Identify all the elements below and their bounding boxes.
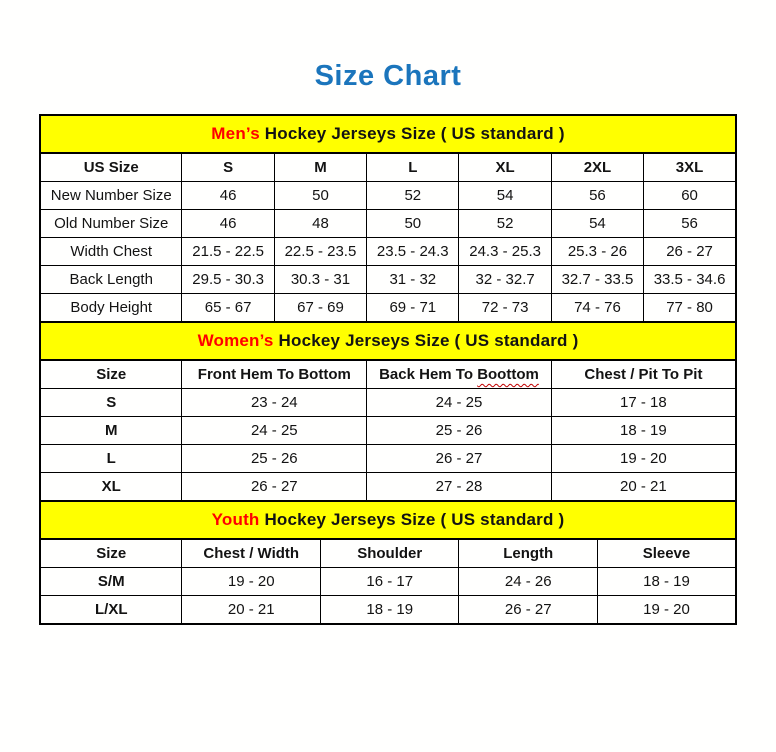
value-cell: 23 - 24 <box>182 389 367 417</box>
value-cell: 20 - 21 <box>182 596 321 625</box>
column-header: Chest / Pit To Pit <box>551 360 736 389</box>
value-cell: 18 - 19 <box>597 568 736 596</box>
row-label: Old Number Size <box>40 210 182 238</box>
value-cell: 25 - 26 <box>182 445 367 473</box>
table-row <box>40 596 736 625</box>
womens-size-section <box>39 321 737 502</box>
column-header: Size <box>40 539 182 568</box>
column-header: 3XL <box>644 153 736 182</box>
youth-column-header-row <box>40 539 736 568</box>
value-cell: 18 - 19 <box>320 596 459 625</box>
table-row <box>40 266 736 294</box>
value-cell: 27 - 28 <box>367 473 552 502</box>
column-header: Back Hem To Boottom <box>367 360 552 389</box>
value-cell: 26 - 27 <box>459 596 598 625</box>
womens-column-header-row <box>40 360 736 389</box>
value-cell: 65 - 67 <box>182 294 274 323</box>
row-label: XL <box>40 473 182 502</box>
value-cell: 24.3 - 25.3 <box>459 238 551 266</box>
column-header: 2XL <box>551 153 643 182</box>
table-row <box>40 417 736 445</box>
youth-size-table <box>39 500 737 625</box>
value-cell: 67 - 69 <box>274 294 366 323</box>
value-cell: 24 - 25 <box>182 417 367 445</box>
row-label: S/M <box>40 568 182 596</box>
value-cell: 32 - 32.7 <box>459 266 551 294</box>
value-cell: 25 - 26 <box>367 417 552 445</box>
value-cell: 46 <box>182 182 274 210</box>
value-cell: 46 <box>182 210 274 238</box>
value-cell: 19 - 20 <box>182 568 321 596</box>
table-row <box>40 238 736 266</box>
mens-column-header-row <box>40 153 736 182</box>
value-cell: 54 <box>459 182 551 210</box>
value-cell: 32.7 - 33.5 <box>551 266 643 294</box>
table-row <box>40 294 736 323</box>
column-header: L <box>367 153 459 182</box>
value-cell: 50 <box>367 210 459 238</box>
value-cell: 17 - 18 <box>551 389 736 417</box>
row-label: New Number Size <box>40 182 182 210</box>
column-header: Front Hem To Bottom <box>182 360 367 389</box>
column-header: Size <box>40 360 182 389</box>
value-cell: 26 - 27 <box>644 238 736 266</box>
value-cell: 69 - 71 <box>367 294 459 323</box>
column-header: Shoulder <box>320 539 459 568</box>
youth-banner-row <box>40 501 736 539</box>
table-row <box>40 389 736 417</box>
womens-table-body <box>40 389 736 502</box>
column-header: Length <box>459 539 598 568</box>
womens-banner <box>40 322 736 360</box>
value-cell: 24 - 25 <box>367 389 552 417</box>
misspelled-word: Boottom <box>477 366 539 383</box>
womens-banner-row <box>40 322 736 360</box>
value-cell: 24 - 26 <box>459 568 598 596</box>
banner-highlight: Men’s <box>211 124 260 143</box>
value-cell: 60 <box>644 182 736 210</box>
value-cell: 52 <box>367 182 459 210</box>
value-cell: 29.5 - 30.3 <box>182 266 274 294</box>
value-cell: 77 - 80 <box>644 294 736 323</box>
table-row <box>40 445 736 473</box>
value-cell: 22.5 - 23.5 <box>274 238 366 266</box>
mens-size-section <box>39 114 737 323</box>
row-label: Width Chest <box>40 238 182 266</box>
youth-table-body <box>40 568 736 625</box>
column-header: Chest / Width <box>182 539 321 568</box>
youth-size-section <box>39 500 737 625</box>
value-cell: 56 <box>551 182 643 210</box>
value-cell: 16 - 17 <box>320 568 459 596</box>
column-header: US Size <box>40 153 182 182</box>
value-cell: 31 - 32 <box>367 266 459 294</box>
value-cell: 72 - 73 <box>459 294 551 323</box>
table-row <box>40 568 736 596</box>
size-chart-page <box>39 60 737 625</box>
column-header: Sleeve <box>597 539 736 568</box>
mens-banner <box>40 115 736 153</box>
value-cell: 25.3 - 26 <box>551 238 643 266</box>
row-label: Back Length <box>40 266 182 294</box>
column-header: S <box>182 153 274 182</box>
value-cell: 33.5 - 34.6 <box>644 266 736 294</box>
banner-text: Hockey Jerseys Size ( US standard ) <box>259 124 565 143</box>
value-cell: 30.3 - 31 <box>274 266 366 294</box>
value-cell: 19 - 20 <box>551 445 736 473</box>
banner-highlight: Women’s <box>197 331 274 350</box>
youth-banner <box>40 501 736 539</box>
column-header: XL <box>459 153 551 182</box>
row-label: L/XL <box>40 596 182 625</box>
banner-highlight: Youth <box>211 510 260 529</box>
value-cell: 74 - 76 <box>551 294 643 323</box>
value-cell: 19 - 20 <box>597 596 736 625</box>
mens-size-table <box>39 114 737 323</box>
value-cell: 48 <box>274 210 366 238</box>
table-row <box>40 473 736 502</box>
row-label: S <box>40 389 182 417</box>
mens-table-body <box>40 182 736 323</box>
value-cell: 23.5 - 24.3 <box>367 238 459 266</box>
value-cell: 50 <box>274 182 366 210</box>
value-cell: 21.5 - 22.5 <box>182 238 274 266</box>
row-label: L <box>40 445 182 473</box>
page-title: Size Chart <box>314 60 462 92</box>
value-cell: 20 - 21 <box>551 473 736 502</box>
mens-banner-row <box>40 115 736 153</box>
womens-size-table <box>39 321 737 502</box>
row-label: M <box>40 417 182 445</box>
value-cell: 52 <box>459 210 551 238</box>
banner-text: Hockey Jerseys Size ( US standard ) <box>273 331 579 350</box>
value-cell: 26 - 27 <box>182 473 367 502</box>
column-header: M <box>274 153 366 182</box>
value-cell: 26 - 27 <box>367 445 552 473</box>
table-row <box>40 182 736 210</box>
banner-text: Hockey Jerseys Size ( US standard ) <box>259 510 565 529</box>
row-label: Body Height <box>40 294 182 323</box>
value-cell: 56 <box>644 210 736 238</box>
value-cell: 54 <box>551 210 643 238</box>
table-row <box>40 210 736 238</box>
value-cell: 18 - 19 <box>551 417 736 445</box>
